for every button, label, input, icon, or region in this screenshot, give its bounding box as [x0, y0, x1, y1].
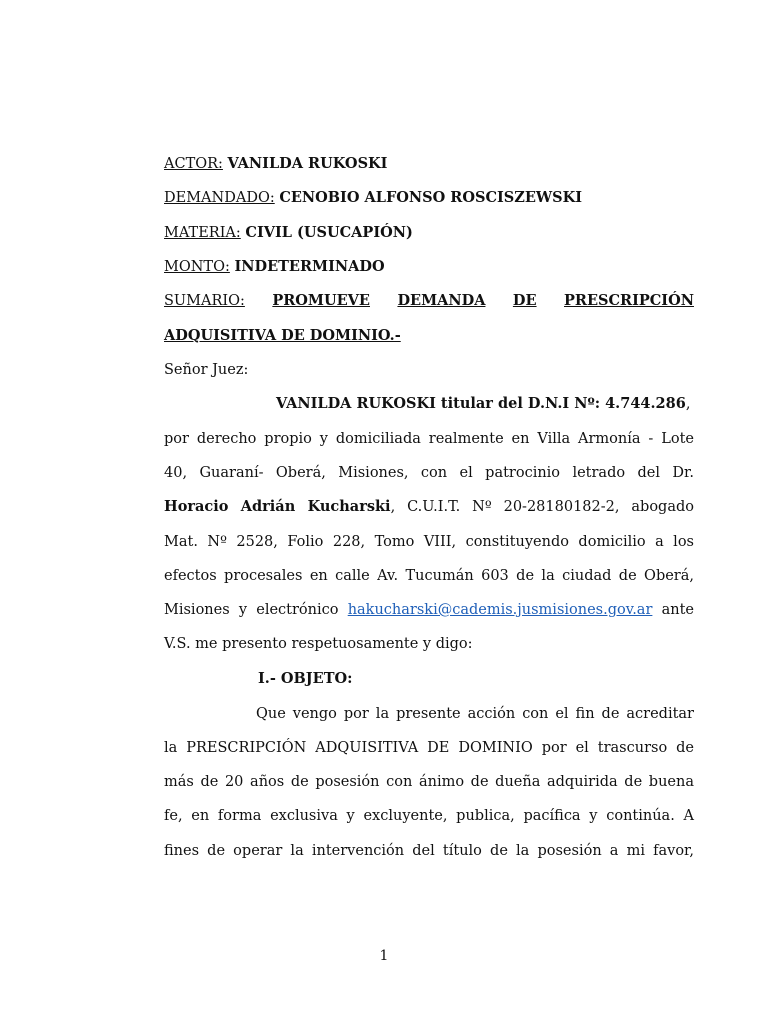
- intro-line-5: efectos procesales en calle Av. Tucumán 603 de la ciudad de Oberá,: [164, 568, 694, 584]
- intro-line-1: por derecho propio y domiciliada realmente en Villa Armonía - Lote: [164, 431, 694, 447]
- intro-line-7: V.S. me presento respetuosamente y digo:: [164, 636, 473, 652]
- intro-comma: ,: [685, 396, 691, 412]
- actor-label: ACTOR:: [164, 156, 223, 172]
- sumario-cont-text: ADQUISITIVA DE DOMINIO.-: [164, 327, 401, 344]
- intro-line-2: 40, Guaraní- Oberá, Misiones, con el patrocinio letrado del Dr.: [164, 465, 694, 481]
- materia-value: CIVIL (USUCAPIÓN): [245, 224, 413, 241]
- intro-line-6-post: ante: [652, 602, 694, 618]
- materia-line: [164, 224, 694, 242]
- materia-label: MATERIA:: [164, 225, 241, 241]
- sumario-label: SUMARIO:: [164, 293, 245, 309]
- actor-value: VANILDA RUKOSKI: [227, 155, 388, 172]
- email-link[interactable]: hakucharski@cademis.jusmisiones.gov.ar: [347, 602, 653, 618]
- intro-line-4: Mat. Nº 2528, Folio 228, Tomo VIII, constituyendo domicilio a los: [164, 534, 694, 550]
- demandado-value: CENOBIO ALFONSO ROSCISZEWSKI: [279, 189, 583, 206]
- monto-value: INDETERMINADO: [234, 258, 385, 275]
- sumario-word: PROMUEVE: [272, 292, 370, 309]
- actor-line: [164, 155, 694, 173]
- lawyer-name: Horacio Adrián Kucharski: [164, 498, 391, 515]
- sumario-word: DE: [512, 292, 537, 309]
- section-line-5: fines de operar la intervención del título de la posesión a mi favor,: [164, 843, 694, 859]
- demandado-line: [164, 189, 694, 207]
- sumario-word: PRESCRIPCIÓN: [564, 292, 694, 309]
- monto-line: [164, 258, 694, 276]
- sumario-line: [164, 292, 694, 310]
- sumario-word: DEMANDA: [397, 292, 486, 309]
- intro-line-6-pre: Misiones y electrónico: [164, 602, 348, 618]
- demandado-label: DEMANDADO:: [164, 190, 275, 206]
- section-line-3: más de 20 años de posesión con ánimo de dueña adquirida de buena: [164, 774, 694, 790]
- section-line-2: la PRESCRIPCIÓN ADQUISITIVA DE DOMINIO por el trascurso de: [164, 740, 694, 756]
- salutation: Señor Juez:: [164, 362, 249, 378]
- intro-line-3: [164, 498, 694, 516]
- intro-name: VANILDA RUKOSKI titular del D.N.I Nº: 4.744.286: [276, 395, 686, 412]
- monto-label: MONTO:: [164, 259, 230, 275]
- page-number: 1: [379, 948, 389, 964]
- intro-name-line: [276, 395, 696, 413]
- section-heading: [258, 670, 558, 688]
- section-line-4: fe, en forma exclusiva y excluyente, publica, pacífica y continúa. A: [164, 808, 694, 824]
- section-heading-text: I.- OBJETO:: [258, 670, 353, 687]
- intro-line-6: [164, 601, 694, 619]
- lawyer-details: , C.U.I.T. Nº 20-28180182-2, abogado: [390, 499, 694, 515]
- section-line-1: Que vengo por la presente acción con el fin de acreditar: [256, 706, 694, 722]
- sumario-continuation: [164, 327, 694, 345]
